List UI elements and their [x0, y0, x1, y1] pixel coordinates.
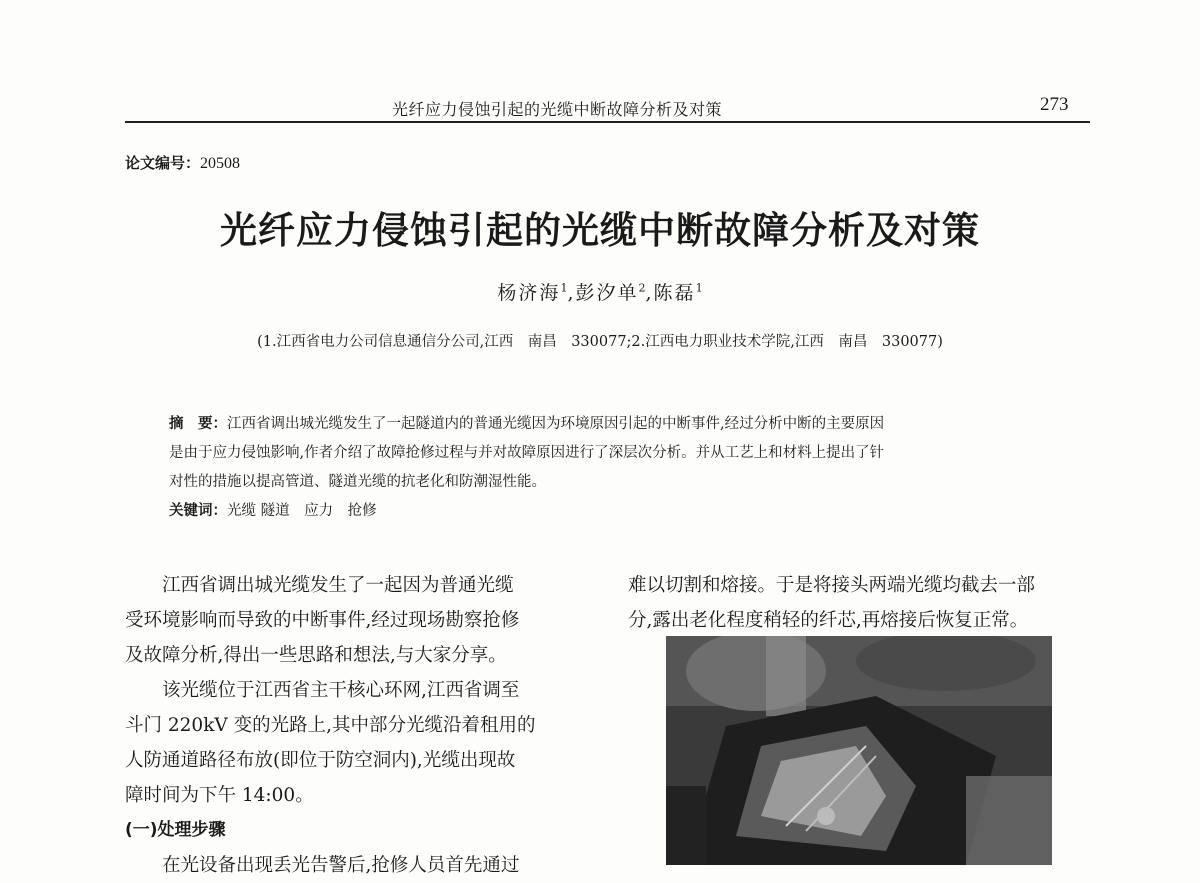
keywords-line	[169, 497, 1049, 526]
body-left-column	[125, 568, 595, 883]
author-name: 彭汐单	[575, 282, 639, 304]
author-list	[0, 278, 1200, 305]
author-name: 陈磊	[653, 282, 696, 304]
author-affil-mark: 1	[695, 281, 703, 295]
author-separator: ,	[645, 282, 654, 304]
body-line: 江西省调出城光缆发生了一起因为普通光缆	[162, 575, 514, 596]
body-line: 分,露出老化程度稍轻的纤芯,再熔接后恢复正常。	[628, 610, 1029, 631]
body-line: 及故障分析,得出一些思路和想法,与大家分享。	[125, 645, 507, 666]
keywords-text: 光缆 隧道 应力 抢修	[227, 503, 377, 519]
running-title: 光纤应力侵蚀引起的光缆中断故障分析及对策	[392, 100, 723, 119]
paper-number	[125, 152, 240, 173]
paper-title: 光纤应力侵蚀引起的光缆中断故障分析及对策	[220, 209, 980, 252]
body-line: 人防通道路径布放(即位于防空洞内),光缆出现故	[125, 750, 516, 771]
photo-illustration	[666, 636, 1052, 865]
body-line: 该光缆位于江西省主干核心环网,江西省调至	[162, 680, 520, 701]
paper-number-label: 论文编号：	[125, 154, 201, 172]
abstract-label: 摘 要：	[169, 416, 227, 432]
author-affil-mark: 1	[560, 281, 568, 295]
header-rule	[125, 121, 1090, 123]
body-line: 障时间为下午 14:00。	[125, 785, 314, 806]
author-affil-mark: 2	[638, 281, 646, 295]
abstract-line	[169, 410, 1049, 439]
abstract-block	[169, 410, 1049, 526]
body-line: 受环境影响而导致的中断事件,经过现场勘察抢修	[125, 610, 520, 631]
body-line: 在光设备出现丢光告警后,抢修人员首先通过	[162, 855, 520, 876]
figure-photo	[666, 636, 1052, 865]
abstract-text: 江西省调出城光缆发生了一起隧道内的普通光缆因为环境原因引起的中断事件,经过分析中断的主要原因	[227, 416, 885, 432]
author-name: 杨济海	[497, 282, 561, 304]
body-right-column	[628, 568, 1098, 638]
affiliation: (1.江西省电力公司信息通信分公司,江西 南昌 330077;2.江西电力职业技术学院,江西 南昌 330077)	[257, 334, 943, 350]
keywords-label: 关键词：	[169, 503, 227, 519]
paper-number-value: 20508	[200, 155, 241, 172]
body-line: 难以切割和熔接。于是将接头两端光缆均截去一部	[628, 575, 1036, 596]
abstract-line: 是由于应力侵蚀影响,作者介绍了故障抢修过程与并对故障原因进行了深层次分析。并从工艺上和材料上提出了针	[169, 445, 885, 461]
author-separator: ,	[567, 282, 576, 304]
body-line: 斗门 220kV 变的光路上,其中部分光缆沿着租用的	[125, 715, 536, 736]
abstract-line: 对性的措施以提高管道、隧道光缆的抗老化和防潮湿性能。	[169, 474, 546, 490]
page-number: 273	[1040, 94, 1069, 115]
section-subheading: (一)处理步骤	[125, 820, 226, 840]
